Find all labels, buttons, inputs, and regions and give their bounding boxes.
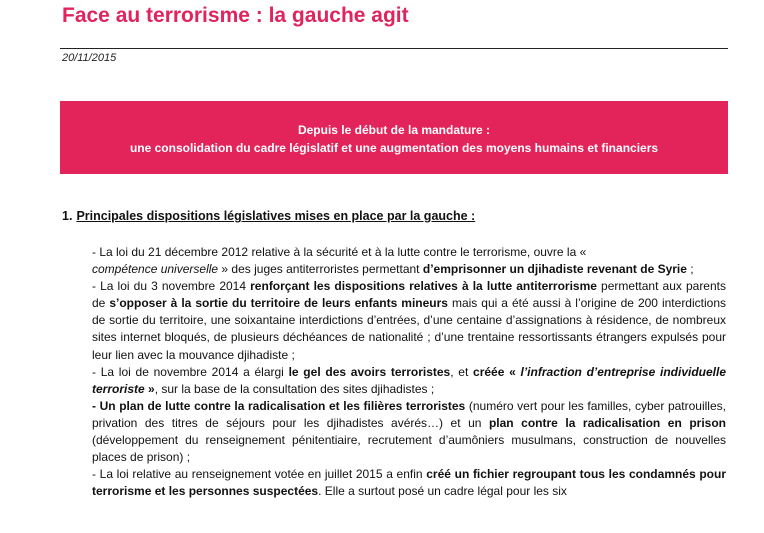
item-text: - La loi du 3 novembre 2014 xyxy=(92,279,251,294)
item-text: mais qui a été aussi à l’origine de 200 interdictions de sortie du territoire, une soixantaine interdictions d’entrées, d’une centaine d’assignations à résidence, de nombreux sites internet bloqués, de plusieurs déchéances de nationalité ; d’une trentaine ressortissants étrangers expulsés pour leur lien avec la mouvance djihadiste ; xyxy=(92,296,726,362)
item-bold: renforçant les dispositions relatives à la lutte antiterrorisme xyxy=(250,279,597,294)
item-bold: le gel des avoirs terroristes xyxy=(288,364,451,379)
item-text: (numéro vert pour les familles, cyber patrouilles, privation des titres de séjours pour les djihadistes avérés…) et un xyxy=(92,398,726,430)
item-text: (développement du renseignement pénitentiaire, recrutement d’aumôniers musulmans, construction de nouvelles places de prison) ; xyxy=(92,433,726,465)
body-text xyxy=(92,244,726,500)
item-text: - La loi du 21 décembre 2012 relative à la sécurité et à la lutte contre le terrorisme, ouvre la « xyxy=(92,245,587,259)
section-heading-text: Principales dispositions législatives mises en place par la gauche : xyxy=(76,209,476,223)
item-bold: créé un fichier regroupant tous les condamnés pour terrorisme et les personnes suspectées xyxy=(92,467,726,499)
banner-line-1: Depuis le début de la mandature : xyxy=(297,123,491,137)
item-bold: s’opposer à la sortie du territoire de leurs enfants mineurs xyxy=(109,296,448,311)
banner-line-2: une consolidation du cadre législatif et une augmentation des moyens humains et financiers xyxy=(129,141,659,155)
list-item xyxy=(92,244,726,278)
item-text: permettant aux parents de xyxy=(92,279,726,311)
list-item xyxy=(92,278,726,363)
item-bold: plan contre la radicalisation en prison xyxy=(488,415,726,430)
item-text: - La loi de novembre 2014 a élargi xyxy=(92,364,289,379)
item-text: » des juges antiterroristes permettant xyxy=(218,262,423,277)
document-title: Face au terrorisme : la gauche agit xyxy=(62,4,409,27)
item-bold: » xyxy=(144,381,155,396)
section-number: 1. xyxy=(62,209,73,223)
list-item xyxy=(92,364,726,398)
item-bold: d’emprisonner un djihadiste revenant de Syrie xyxy=(422,262,687,277)
item-text: . Elle a surtout posé un cadre légal pour les six xyxy=(318,484,567,499)
list-item xyxy=(92,398,726,466)
item-bold: créée « xyxy=(473,364,521,379)
section-heading xyxy=(62,209,475,223)
item-text: - La loi relative au renseignement votée en juillet 2015 a enfin xyxy=(92,467,427,482)
item-text: , sur la base de la consultation des sites djihadistes ; xyxy=(154,381,435,396)
item-text: ; xyxy=(686,262,694,277)
item-text: , et xyxy=(450,364,474,379)
title-divider xyxy=(60,48,728,49)
list-item xyxy=(92,466,726,500)
item-italic: compétence universelle xyxy=(92,262,219,277)
item-bold-italic: l’infraction d’entreprise individuelle terroriste xyxy=(92,364,727,396)
summary-banner xyxy=(60,101,728,174)
document-date: 20/11/2015 xyxy=(62,52,117,64)
item-bold: - Un plan de lutte contre la radicalisation et les filières terroristes xyxy=(92,398,466,413)
